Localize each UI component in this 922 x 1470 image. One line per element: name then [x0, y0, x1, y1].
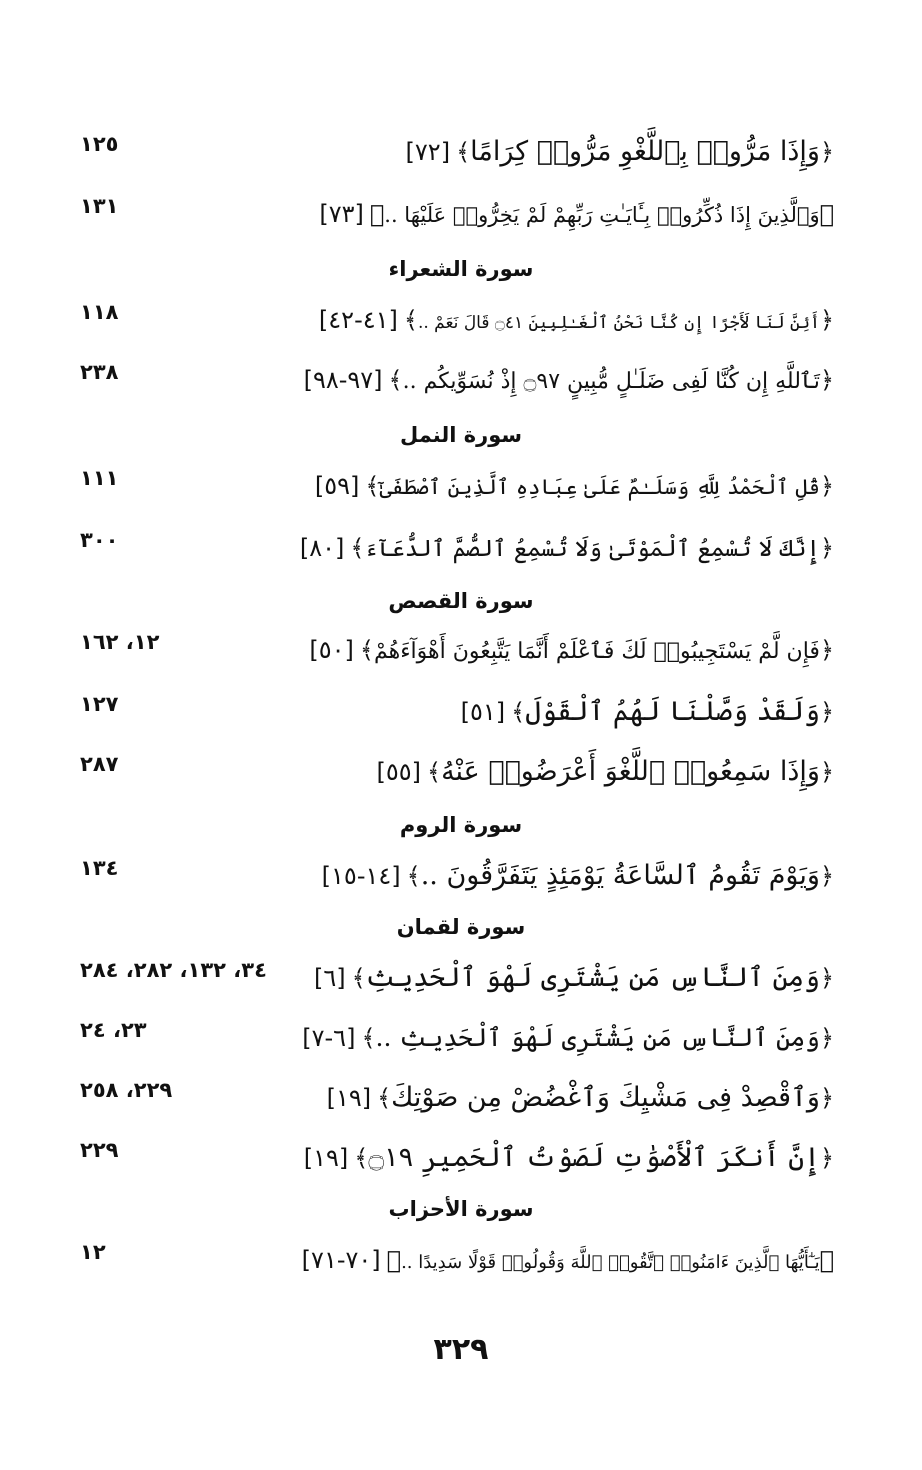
list-item — [0, 356, 922, 408]
list-item — [0, 954, 922, 1006]
verse-reference: [٧٣] — [319, 200, 364, 228]
list-item — [0, 688, 922, 740]
verse-reference: [١٩] — [326, 1084, 372, 1112]
ornament-close: ﴾ — [386, 1246, 402, 1274]
page-references: ١٢٥ — [80, 132, 119, 156]
verse: وَمِنَ ٱلنَّاسِ مَن يَشْتَرِى لَهْوَ ٱلْحَدِيثِ .. — [375, 1023, 820, 1052]
ornament-close: ﴾ — [427, 758, 442, 786]
verse: يَـٰٓأَيُّهَا ٱلَّذِينَ ءَامَنُوا۟ ٱتَّقُوا۟ ٱللَّهَ وَقُولُوا۟ قَوْلًا سَدِيدًا .. — [401, 1252, 820, 1273]
ornament-open: ﴿ — [819, 472, 834, 500]
list-item — [0, 462, 922, 514]
verse-reference: [٧٢] — [405, 138, 451, 166]
verse-text — [302, 1020, 834, 1056]
verse-reference: [١٤-١٥] — [321, 862, 401, 890]
ornament-open: ﴿ — [819, 138, 834, 166]
ornament-open: ﴿ — [819, 200, 834, 228]
list-item — [0, 1074, 922, 1126]
verse-text — [309, 632, 834, 670]
verse-reference: [٥٠] — [309, 636, 354, 664]
page-references: ١٢، ١٦٢ — [80, 630, 160, 654]
ornament-close: ﴾ — [350, 534, 365, 562]
page-number: ٣٢٩ — [433, 1332, 489, 1367]
ornament-open: ﴿ — [819, 1144, 834, 1172]
surah-heading: سورة الشعراء — [388, 257, 534, 281]
ornament-open: ﴿ — [819, 758, 834, 786]
ornament-open: ﴿ — [819, 306, 834, 334]
verse-reference: [٦] — [313, 964, 346, 992]
page-references: ١١١ — [80, 466, 119, 490]
surah-heading: سورة لقمان — [396, 915, 526, 939]
list-item — [0, 524, 922, 576]
verse-text — [461, 694, 834, 730]
ornament-close: ﴾ — [361, 1024, 376, 1052]
ornament-open: ﴿ — [819, 534, 834, 562]
page-references: ٣٤، ١٣٢، ٢٨٢، ٢٨٤ — [80, 958, 267, 982]
ornament-close: ﴾ — [359, 636, 374, 664]
page-references: ٢٢٩ — [80, 1138, 119, 1162]
surah-heading: سورة النمل — [399, 423, 523, 447]
verse-text — [304, 1140, 834, 1176]
list-item — [0, 1014, 922, 1066]
list-item — [0, 1236, 922, 1288]
ornament-open: ﴿ — [819, 1084, 834, 1112]
ornament-close: ﴾ — [406, 862, 421, 890]
verse: فَإِن لَّمْ يَسْتَجِيبُوا۟ لَكَ فَٱعْلَمْ أَنَّمَا يَتَّبِعُونَ أَهْوَآءَهُمْ — [373, 639, 820, 664]
verse-reference: [٨٠] — [299, 534, 345, 562]
ornament-open: ﴿ — [819, 636, 834, 664]
page-references: ١١٨ — [80, 300, 119, 324]
list-item — [0, 748, 922, 800]
list-item — [0, 1134, 922, 1186]
page-references: ١٣٤ — [80, 856, 119, 880]
ornament-open: ﴿ — [819, 1246, 834, 1274]
page-references: ١٢٧ — [80, 692, 119, 716]
verse: وَٱقْصِدْ فِى مَشْيِكَ وَٱغْضُضْ مِن صَوْتِكَ — [391, 1082, 820, 1113]
ornament-open: ﴿ — [819, 1024, 834, 1052]
surah-heading: سورة الروم — [399, 813, 523, 837]
verse-text — [406, 134, 834, 170]
verse-text — [300, 530, 834, 567]
list-item — [0, 190, 922, 242]
verse-reference: [٦-٧] — [302, 1024, 356, 1052]
list-item — [0, 296, 922, 348]
verse: إِنَّكَ لَا تُسْمِعُ ٱلْمَوْتَىٰ وَلَا تُسْمِعُ ٱلصُّمَّ ٱلدُّعَآءَ — [364, 536, 820, 562]
ornament-close: ﴾ — [351, 964, 366, 992]
page-references: ١٣١ — [80, 194, 119, 218]
list-item — [0, 626, 922, 678]
ornament-close: ﴾ — [354, 1144, 369, 1172]
list-item — [0, 128, 922, 180]
verse-text — [319, 302, 834, 341]
verse-text — [304, 362, 834, 400]
page-references: ٣٠٠ — [80, 528, 119, 552]
verse: وَمِنَ ٱلنَّاسِ مَن يَشْتَرِى لَهْوَ ٱلْحَدِيثِ — [365, 962, 820, 993]
ornament-open: ﴿ — [819, 862, 834, 890]
ornament-open: ﴿ — [819, 964, 834, 992]
verse-reference: [٧٠-٧١] — [301, 1246, 381, 1274]
page-references: ٢٨٧ — [80, 752, 119, 776]
verse: إِنَّ أَنكَرَ ٱلْأَصْوَٰتِ لَصَوْتُ ٱلْحَمِيرِ ۝١٩ — [368, 1142, 820, 1173]
verse-text — [315, 468, 834, 505]
ornament-open: ﴿ — [819, 698, 834, 726]
verse-reference: [٤١-٤٢] — [318, 306, 398, 334]
verse: وَيَوْمَ تَقُومُ ٱلسَّاعَةُ يَوْمَئِذٍ يَتَفَرَّقُونَ .. — [420, 860, 820, 891]
verse-reference: [٩٧-٩٨] — [303, 366, 383, 394]
verse-reference: [٥٥] — [376, 758, 421, 786]
verse-reference: [١٩] — [303, 1144, 349, 1172]
verse-text — [314, 960, 834, 996]
verse-text — [319, 196, 834, 233]
list-item — [0, 852, 922, 904]
verse: وَإِذَا مَرُّوا۟ بِٱللَّغْوِ مَرُّوا۟ كِرَامًا — [470, 136, 820, 167]
ornament-close: ﴾ — [369, 200, 385, 228]
verse: قُلِ ٱلْحَمْدُ لِلَّهِ وَسَلَـٰمٌ عَلَىٰ عِبَادِهِ ٱلَّذِينَ ٱصْطَفَىٰٓ — [379, 475, 820, 499]
verse-text — [302, 1242, 834, 1281]
verse: وَإِذَا سَمِعُوا۟ ٱللَّغْوَ أَعْرَضُوا۟ عَنْهُ — [441, 756, 820, 787]
verse: وَٱلَّذِينَ إِذَا ذُكِّرُوا۟ بِـَٔايَـٰتِ رَبِّهِمْ لَمْ يَخِرُّوا۟ عَلَيْهَا .. — [384, 203, 820, 227]
page-references: ٢٣، ٢٤ — [80, 1018, 147, 1042]
verse-reference: [٥١] — [460, 698, 506, 726]
ornament-close: ﴾ — [377, 1084, 392, 1112]
verse-reference: [٥٩] — [314, 472, 360, 500]
verse-text — [322, 858, 834, 894]
ornament-close: ﴾ — [511, 698, 526, 726]
verse: وَلَقَدْ وَصَّلْنَا لَهُمُ ٱلْقَوْلَ — [525, 696, 820, 727]
page-references: ٢٣٨ — [80, 360, 119, 384]
ornament-close: ﴾ — [365, 472, 380, 500]
page-references: ١٢ — [80, 1240, 106, 1264]
surah-heading: سورة الأحزاب — [388, 1197, 534, 1221]
verse-text — [327, 1080, 834, 1116]
ornament-close: ﴾ — [403, 306, 418, 334]
ornament-close: ﴾ — [456, 138, 471, 166]
verse-text — [376, 754, 834, 790]
ornament-close: ﴾ — [388, 366, 403, 394]
surah-heading: سورة القصص — [388, 589, 534, 613]
ornament-open: ﴿ — [819, 366, 834, 394]
verse: تَٱللَّهِ إِن كُنَّا لَفِى ضَلَـٰلٍ مُّبِينٍ ۝٩٧ إِذْ نُسَوِّيكُم .. — [402, 369, 820, 394]
verse: أَئِنَّ لَنَا لَأَجْرًا إِن كُنَّا نَحْنُ ٱلْغَـٰلِبِينَ ۝٤١ قَالَ نَعَمْ .. — [417, 313, 820, 333]
page-references: ٢٢٩، ٢٥٨ — [80, 1078, 173, 1102]
